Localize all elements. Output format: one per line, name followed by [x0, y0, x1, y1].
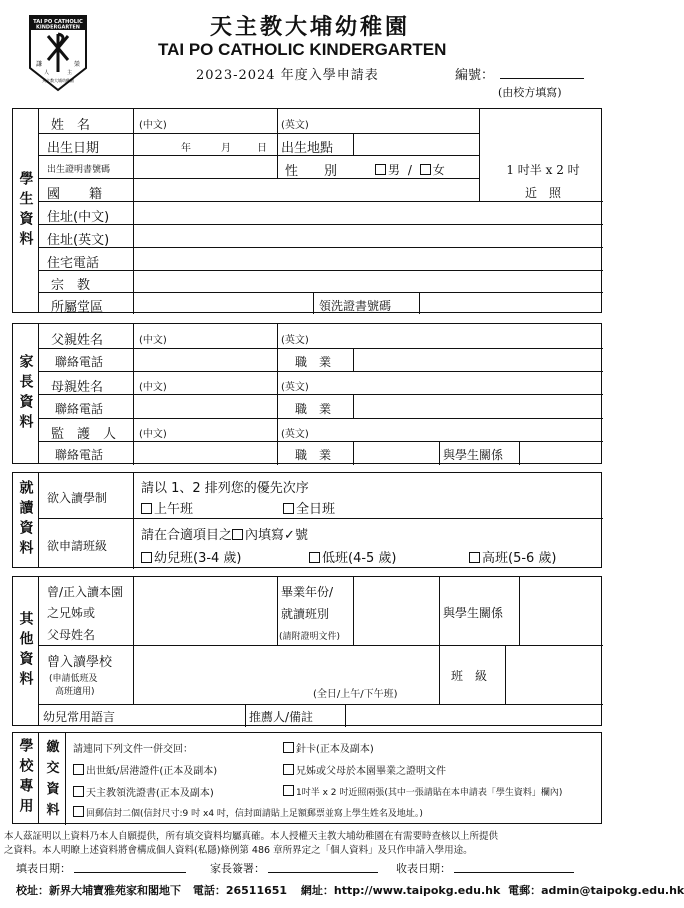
doc-photos[interactable] — [283, 785, 562, 798]
svg-text:主: 主 — [67, 70, 73, 76]
dob-label: 出生日期 — [47, 141, 100, 156]
envelopes-doc-label: 回郵信封二個(信封尺寸:9 吋 x4 吋，信封面請貼上足額郵票並寫上學生姓名及地址。) — [86, 809, 423, 819]
k2-option[interactable] — [469, 547, 557, 566]
nationality-label: 國 籍 — [47, 187, 104, 202]
mother-zh-label: (中文) — [139, 382, 167, 393]
school-logo — [28, 14, 88, 92]
k1-option[interactable] — [309, 547, 397, 566]
male-label: 男 — [388, 163, 401, 177]
svg-text:TAI PO CATHOLIC: TAI PO CATHOLIC — [33, 19, 83, 25]
sex-options: 男 / 女 — [375, 161, 445, 178]
svg-text:人: 人 — [44, 70, 50, 76]
parent-signature-label: 家長簽署： — [210, 862, 265, 875]
doc-sibling-proof[interactable] — [283, 762, 446, 777]
school-name-zh: 天主教大埔幼稚園 — [210, 14, 411, 40]
receive-date-label: 收表日期： — [396, 862, 451, 875]
receive-date-field[interactable] — [454, 872, 574, 873]
address-zh-label: 住址(中文) — [47, 210, 110, 225]
am-label: 上午班 — [154, 502, 194, 517]
dob-year: 年 — [181, 143, 191, 154]
mode-instruction: 請以 1、2 排列您的優先次序 — [141, 481, 309, 496]
k2-checkbox[interactable] — [469, 552, 480, 563]
photo-label: 近 照 — [524, 186, 561, 200]
form-number-note: (由校方填寫) — [498, 86, 562, 99]
k0-label: 幼兒班(3-4 歲) — [154, 551, 242, 566]
school-contact — [16, 882, 684, 898]
prev-school-label: 曾入讀學校 — [47, 655, 113, 670]
student-section — [12, 108, 602, 313]
section-label: 學校專用 — [13, 733, 39, 823]
grade-label: 班 級 — [451, 669, 488, 683]
am-option[interactable] — [141, 498, 193, 517]
sibling-label-2: 之兄姊或 — [47, 606, 96, 620]
sex-label: 性 別 — [285, 164, 338, 179]
guardian-name-label: 監 護 人 — [51, 427, 117, 442]
mother-job-label: 職 業 — [295, 402, 332, 416]
doc-birth-cert[interactable] — [73, 762, 217, 777]
prev-school-note-1: (申請低班及 — [49, 674, 98, 684]
student-name-label: 姓 名 — [51, 118, 91, 133]
grad-label-1: 畢業年份/ — [281, 585, 334, 599]
school-use-section — [12, 732, 602, 824]
needle-card-label: 針卡(正本及副本) — [296, 744, 374, 755]
checkmark-icon: ✓ — [284, 528, 295, 543]
school-address: 校址：新界大埔寶雅苑家和閣地下 — [16, 884, 181, 897]
photos-checkbox[interactable] — [283, 785, 294, 796]
student-name-zh-label: (中文) — [139, 120, 167, 131]
section-label: 學生資料 — [13, 109, 39, 312]
mother-en-label: (英文) — [281, 382, 309, 393]
father-job-label: 職 業 — [295, 355, 332, 369]
mother-phone-label: 聯絡電話 — [55, 402, 104, 416]
email-label: 電郵： — [508, 884, 542, 897]
dob-month: 月 — [221, 143, 231, 154]
section-label: 其他資料 — [13, 577, 39, 725]
doc-baptism[interactable] — [73, 784, 214, 799]
other-section — [12, 576, 602, 726]
referrer-label: 推薦人/備註 — [249, 710, 314, 724]
sibling-label-1: 曾/正入讀本園 — [47, 585, 124, 599]
father-name-label: 父親姓名 — [51, 333, 104, 348]
full-day-label: 全日班 — [296, 502, 336, 517]
sibling-proof-label: 兄姊或父母於本園畢業之證明文件 — [296, 766, 446, 777]
docs-instruction: 請連同下列文件一併交回： — [73, 744, 193, 755]
svg-text:謙: 謙 — [36, 61, 43, 68]
father-en-label: (英文) — [281, 335, 309, 346]
address-en-label: 住址(英文) — [47, 233, 110, 248]
svg-text:天主教大埔幼稚園: 天主教大埔幼稚園 — [42, 78, 74, 83]
mode-label: 欲入讀學制 — [47, 491, 108, 505]
religion-label: 宗 教 — [51, 278, 91, 293]
svg-text:KINDERGARTEN: KINDERGARTEN — [36, 24, 80, 31]
parents-section — [12, 323, 602, 464]
class-instruction: 請在合適項目之 內填寫✓號 — [141, 528, 308, 543]
mother-name-label: 母親姓名 — [51, 380, 104, 395]
birth-cert-checkbox[interactable] — [73, 764, 84, 775]
dob-day: 日 — [257, 143, 267, 154]
birthplace-label: 出生地點 — [281, 141, 334, 156]
language-label: 幼兒常用語言 — [43, 710, 116, 724]
female-checkbox[interactable] — [420, 164, 431, 175]
k2-label: 高班(5-6 歲) — [482, 551, 557, 566]
school-name-en: TAI PO CATHOLIC KINDERGARTEN — [158, 40, 447, 59]
form-number-label: 編號： — [455, 68, 495, 83]
k0-checkbox[interactable] — [141, 552, 152, 563]
declaration-line-1: 本人茲証明以上資料乃本人自願提供，所有填交資料均屬真確。本人授權天主教大埔幼稚園在有需要時查核以上所提供 — [4, 831, 499, 842]
baptism-cert-label: 領洗證書號碼 — [319, 299, 392, 313]
full-day-checkbox[interactable] — [283, 503, 294, 514]
student-name-en-label: (英文) — [281, 120, 309, 131]
sibling-relation-label: 與學生關係 — [443, 606, 504, 620]
baptism-doc-label: 天主教領洗證書(正本及副本) — [86, 788, 214, 799]
parent-signature-field[interactable] — [268, 872, 378, 873]
guardian-zh-label: (中文) — [139, 429, 167, 440]
guardian-en-label: (英文) — [281, 429, 309, 440]
baptism-checkbox[interactable] — [73, 786, 84, 797]
female-label: 女 — [432, 163, 445, 177]
photo-size: 1 吋半 x 2 吋 — [506, 163, 580, 177]
father-phone-label: 聯絡電話 — [55, 355, 104, 369]
father-zh-label: (中文) — [139, 335, 167, 346]
am-checkbox[interactable] — [141, 503, 152, 514]
sibling-proof-checkbox[interactable] — [283, 764, 294, 775]
prev-school-note-2: 高班適用) — [55, 687, 95, 697]
doc-envelopes[interactable] — [73, 806, 423, 819]
school-website[interactable]: http://www.taipokg.edu.hk — [333, 884, 501, 897]
svg-text:榮: 榮 — [74, 61, 81, 68]
home-phone-label: 住宅電話 — [47, 256, 100, 271]
sibling-label-3: 父母姓名 — [47, 628, 96, 642]
form-number-field[interactable] — [500, 78, 584, 79]
fill-date-field[interactable] — [74, 872, 186, 873]
k0-option[interactable] — [141, 547, 242, 566]
phone-label: 電話： — [192, 884, 226, 897]
doc-needle-card[interactable] — [283, 740, 374, 755]
full-day-option[interactable] — [283, 498, 335, 517]
parish-label: 所屬堂區 — [51, 300, 104, 315]
male-checkbox[interactable] — [375, 164, 386, 175]
enrolment-section — [12, 472, 602, 568]
photo-box[interactable] — [493, 161, 593, 201]
birth-cert-doc-label: 出世紙/居港證件(正本及副本) — [86, 766, 218, 777]
k1-label: 低班(4-5 歲) — [322, 551, 397, 566]
k1-checkbox[interactable] — [309, 552, 320, 563]
photos-doc-label: 1吋半 x 2 吋近照兩張(其中一張請貼在本申請表「學生資料」欄內) — [296, 788, 563, 798]
guardian-job-label: 職 業 — [295, 448, 332, 462]
birth-cert-label: 出生證明書號碼 — [47, 165, 111, 175]
school-email[interactable]: admin@taipokg.edu.hk — [541, 884, 684, 897]
envelopes-checkbox[interactable] — [73, 806, 84, 817]
docs-label: 繳交資料 — [46, 740, 60, 818]
class-label: 欲申請班級 — [47, 539, 108, 553]
declaration-line-2: 之資料。本人明瞭上述資料將會構成個人資料(私隱)條例第 486 章所界定之「個人資料」及只作申請入學用途。 — [4, 845, 473, 856]
session-note: (全日/上午/下午班) — [313, 689, 398, 700]
school-phone: 26511651 — [225, 884, 288, 897]
guardian-relation-label: 與學生關係 — [443, 448, 504, 462]
grad-label-2: 就讀班別 — [281, 607, 330, 621]
web-label: 網址： — [300, 884, 334, 897]
grad-note: (請附證明文件) — [279, 632, 341, 642]
guardian-phone-label: 聯絡電話 — [55, 448, 104, 462]
fill-date-label: 填表日期： — [16, 862, 71, 875]
section-label: 家長資料 — [13, 324, 39, 463]
needle-card-checkbox[interactable] — [283, 742, 294, 753]
form-title: 2023-2024 年度入學申請表 — [196, 68, 379, 83]
section-label: 就讀資料 — [13, 473, 39, 567]
